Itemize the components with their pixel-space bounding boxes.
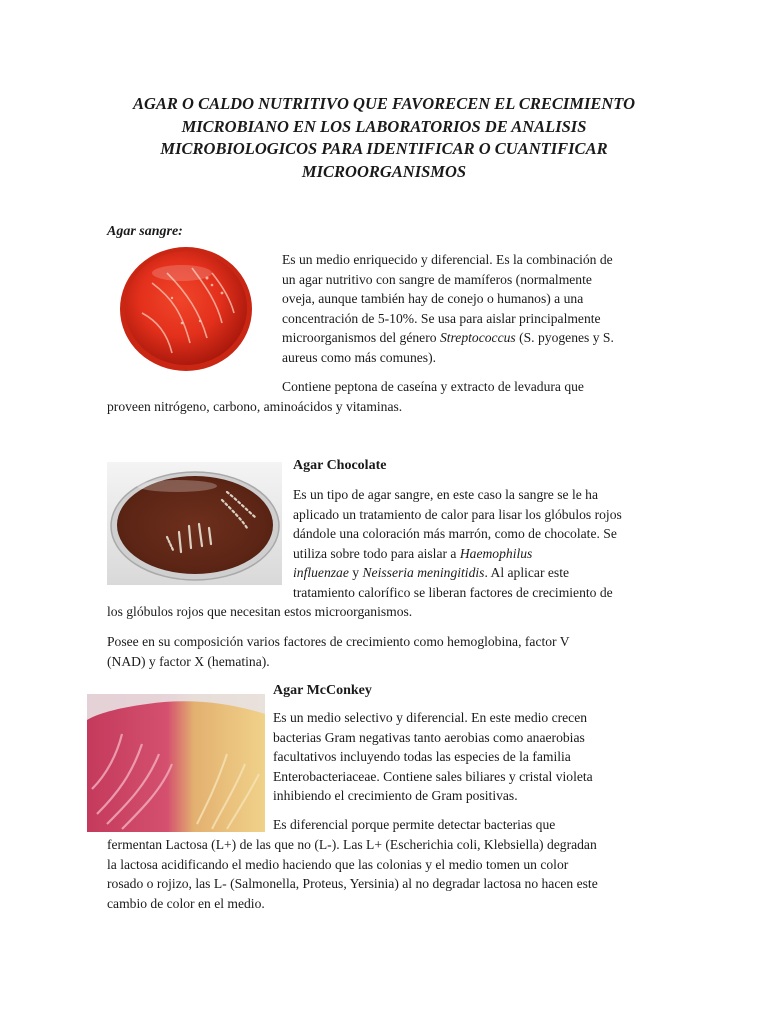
text-span: y — [348, 565, 363, 581]
agar-sangre-paragraph-2-line-2: proveen nitrógeno, carbono, aminoácidos y vitaminas. — [107, 399, 403, 414]
title-line: MICROBIOLOGICOS PARA IDENTIFICAR O CUANTIFICAR — [160, 139, 608, 158]
agar-mcconkey-paragraph-2 — [107, 835, 687, 913]
text-line: la lactosa acidificando el medio haciendo que las colonias y el medio tomen un color — [107, 856, 569, 872]
species-name: Haemophilus — [459, 545, 533, 561]
text-line: (NAD) y factor X (hematina). — [107, 653, 270, 669]
text-line — [293, 563, 673, 583]
text-line: Posee en su composición varios factores de crecimiento como hemoglobina, factor V — [107, 634, 570, 649]
text-line: concentración de 5-10%. Se usa para aislar principalmente — [282, 310, 601, 326]
genus-name: Streptococcus — [439, 330, 516, 346]
agar-chocolate-paragraph-1 — [293, 485, 673, 603]
text-line — [282, 328, 682, 348]
text-line: Es un tipo de agar sangre, en este caso la sangre se le ha — [293, 487, 598, 502]
title-line: MICROORGANISMOS — [301, 161, 467, 181]
text-line: inhibiendo el crecimiento de Gram positivas. — [273, 788, 518, 804]
blood-agar-photo — [112, 243, 260, 373]
text-span: . Al aplicar este — [484, 565, 570, 581]
agar-sangre-paragraph-2-line-1: Contiene peptona de caseína y extracto de levadura que — [282, 379, 584, 394]
title-line: AGAR O CALDO NUTRITIVO QUE FAVORECEN EL CRECIMIENTO — [133, 94, 635, 113]
text-line: tratamiento calorífico se liberan factores de crecimiento de — [293, 584, 613, 600]
agar-sangre-paragraph-1 — [282, 250, 682, 368]
chocolate-agar-photo — [107, 462, 282, 585]
text-line: Es un medio enriquecido y diferencial. Es la combinación de — [282, 252, 613, 267]
agar-chocolate-paragraph-1-last: los glóbulos rojos que necesitan estos microorganismos. — [107, 604, 413, 619]
heading-agar-sangre: Agar sangre: — [107, 224, 183, 239]
mcconkey-agar-photo — [87, 694, 265, 832]
agar-mcconkey-paragraph-2-line-1: Es diferencial porque permite detectar bacterias que — [273, 817, 556, 832]
text-line: cambio de color en el medio. — [107, 895, 265, 911]
agar-chocolate-paragraph-2 — [107, 632, 687, 671]
text-span: microorganismos del género — [282, 330, 440, 346]
title-line: MICROBIANO EN LOS LABORATORIOS DE ANALISIS — [181, 116, 587, 136]
text-line: fermentan Lactosa (L+) de las que no (L-). Las L+ (Escherichia coli, Klebsiella) degradan — [107, 837, 597, 852]
species-name: influenzae — [293, 565, 349, 581]
text-line: facultativos incluyendo todas las especies de la familia — [273, 749, 571, 765]
text-line: rosado o rojizo, las L- (Salmonella, Proteus, Yersinia) al no degradar lactosa no hacen este — [107, 876, 598, 892]
heading-agar-mcconkey: Agar McConkey — [273, 683, 372, 698]
document-title — [100, 93, 668, 183]
text-line: aureus como más comunes). — [282, 349, 437, 365]
heading-agar-chocolate: Agar Chocolate — [293, 458, 387, 473]
text-span: (S. pyogenes y S. — [515, 330, 614, 346]
text-line: Enterobacteriaceae. Contiene sales biliares y cristal violeta — [273, 768, 593, 784]
text-span: utiliza sobre todo para aislar a — [293, 545, 460, 561]
species-name: Neisseria meningitidis — [362, 565, 485, 581]
agar-mcconkey-paragraph-1 — [273, 708, 673, 806]
text-line: aplicado un tratamiento de calor para lisar los glóbulos rojos — [293, 506, 622, 522]
text-line: dándole una coloración más marrón, como de chocolate. Se — [293, 526, 617, 542]
text-line: Es un medio selectivo y diferencial. En este medio crecen — [273, 710, 588, 725]
text-line — [293, 544, 673, 564]
text-line: bacterias Gram negativas tanto aerobias como anaerobias — [273, 729, 585, 745]
text-line: oveja, aunque también hay de conejo o humanos) a una — [282, 291, 584, 307]
text-line: un agar nutritivo con sangre de mamíferos (normalmente — [282, 271, 592, 287]
